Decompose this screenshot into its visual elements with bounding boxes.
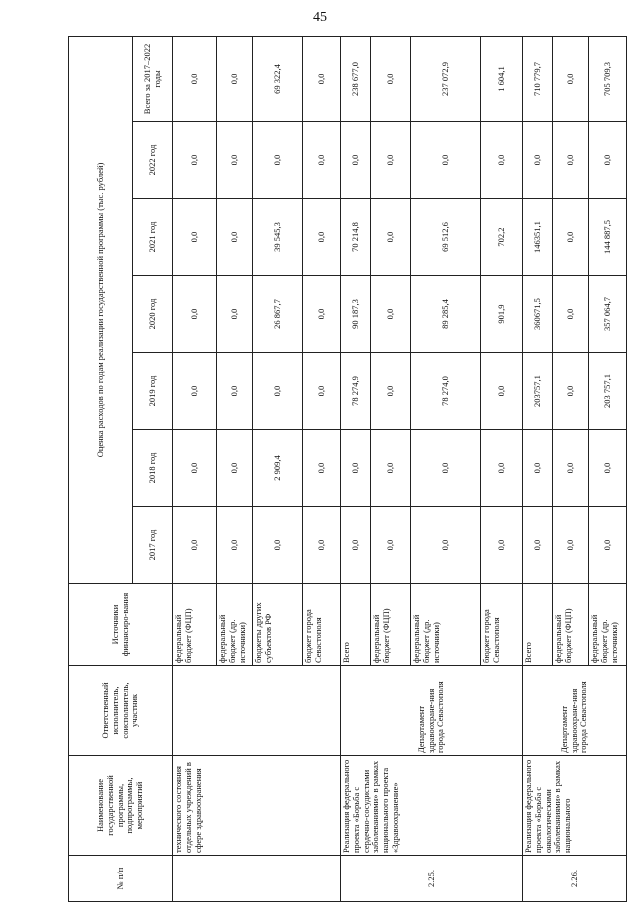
total-value: 705 709,3 xyxy=(589,36,627,121)
header-estimate: Оценка расходов по годам реализации государственной программы (тыс. рублей) xyxy=(69,36,133,583)
year-value: 0,0 xyxy=(553,430,589,507)
rotated-table-frame xyxy=(68,37,619,902)
year-value: 70 214,8 xyxy=(341,199,371,276)
total-value: 69 322,4 xyxy=(253,36,303,121)
year-value: 0,0 xyxy=(217,122,253,199)
year-value: 0,0 xyxy=(589,430,627,507)
year-value: 0,0 xyxy=(173,353,217,430)
year-value: 0,0 xyxy=(411,122,481,199)
funding-source: бюджет города Севастополя xyxy=(303,584,341,666)
year-value: 0,0 xyxy=(553,199,589,276)
year-value: 0,0 xyxy=(371,276,411,353)
table-row xyxy=(173,36,217,901)
year-value: 144 887,5 xyxy=(589,199,627,276)
header-total: Всего за 2017–2022 годы xyxy=(133,36,173,121)
year-value: 39 545,3 xyxy=(253,199,303,276)
table-viewport xyxy=(68,37,619,902)
year-value: 0,0 xyxy=(553,276,589,353)
table-row xyxy=(523,36,553,901)
year-value: 0,0 xyxy=(173,276,217,353)
year-value: 0,0 xyxy=(303,430,341,507)
year-value: 89 285,4 xyxy=(411,276,481,353)
year-value: 0,0 xyxy=(303,199,341,276)
year-value: 0,0 xyxy=(371,353,411,430)
year-value: 0,0 xyxy=(589,122,627,199)
funding-source: Всего xyxy=(341,584,371,666)
responsible-executor: Департамент здравоохране-ния города Севастополя xyxy=(523,666,627,756)
year-value: 0,0 xyxy=(253,122,303,199)
year-value: 0,0 xyxy=(303,353,341,430)
year-value: 78 274,9 xyxy=(341,353,371,430)
year-value: 26 867,7 xyxy=(253,276,303,353)
year-value: 0,0 xyxy=(553,507,589,584)
row-number: 2.25. xyxy=(341,856,523,902)
header-year: 2017 год xyxy=(133,507,173,584)
funding-source: бюджеты других субъектов РФ xyxy=(253,584,303,666)
year-value: 146351,1 xyxy=(523,199,553,276)
funding-source: федеральный бюджет (ФЦП) xyxy=(173,584,217,666)
year-value: 357 064,7 xyxy=(589,276,627,353)
year-value: 0,0 xyxy=(173,430,217,507)
total-value: 710 779,7 xyxy=(523,36,553,121)
budget-table xyxy=(68,36,627,902)
measure-name: Реализация федерального проекта «Борьба с онкологическими заболеваниями» в рамках национального xyxy=(523,756,627,856)
year-value: 0,0 xyxy=(371,122,411,199)
year-value: 702,2 xyxy=(481,199,523,276)
header-num: № п/п xyxy=(69,856,173,902)
year-value: 69 512,6 xyxy=(411,199,481,276)
year-value: 0,0 xyxy=(173,199,217,276)
year-value: 0,0 xyxy=(341,507,371,584)
header-name: Наименование государственной программы, подпрограммы, мероприятий xyxy=(69,756,173,856)
header-executor: Ответственный исполнитель, соисполнитель, участник xyxy=(69,666,173,756)
table-body xyxy=(173,36,627,901)
header-year: 2018 год xyxy=(133,430,173,507)
total-value: 1 604,1 xyxy=(481,36,523,121)
year-value: 0,0 xyxy=(341,430,371,507)
year-value: 0,0 xyxy=(371,430,411,507)
header-year: 2022 год xyxy=(133,122,173,199)
year-value: 78 274,0 xyxy=(411,353,481,430)
funding-source: федеральный бюджет (ФЦП) xyxy=(371,584,411,666)
responsible-executor xyxy=(173,666,341,756)
year-value: 0,0 xyxy=(173,122,217,199)
year-value: 0,0 xyxy=(341,122,371,199)
year-value: 0,0 xyxy=(303,507,341,584)
page-number: 45 xyxy=(313,10,327,25)
year-value: 203 757,1 xyxy=(589,353,627,430)
total-value: 0,0 xyxy=(217,36,253,121)
year-value: 0,0 xyxy=(523,507,553,584)
table-row xyxy=(341,36,371,901)
year-value: 0,0 xyxy=(173,507,217,584)
year-value: 0,0 xyxy=(217,199,253,276)
year-value: 2 909,4 xyxy=(253,430,303,507)
year-value: 0,0 xyxy=(253,507,303,584)
year-value: 0,0 xyxy=(481,122,523,199)
year-value: 0,0 xyxy=(371,507,411,584)
total-value: 0,0 xyxy=(553,36,589,121)
total-value: 0,0 xyxy=(173,36,217,121)
year-value: 0,0 xyxy=(411,507,481,584)
year-value: 90 187,3 xyxy=(341,276,371,353)
funding-source: федеральный бюджет (др. источники) xyxy=(589,584,627,666)
year-value: 0,0 xyxy=(481,353,523,430)
year-value: 901,9 xyxy=(481,276,523,353)
header-year: 2019 год xyxy=(133,353,173,430)
funding-source: бюджет города Севастополя xyxy=(481,584,523,666)
year-value: 0,0 xyxy=(553,122,589,199)
funding-source: федеральный бюджет (др. источники) xyxy=(217,584,253,666)
header-row xyxy=(69,36,133,901)
measure-name: Реализация федерального проекта «Борьба с сердечно-сосудистыми заболеваниями» в рамках национального проекта «Здравоохранение» xyxy=(341,756,523,856)
row-number xyxy=(173,856,341,902)
total-value: 0,0 xyxy=(303,36,341,121)
year-value: 0,0 xyxy=(411,430,481,507)
year-value: 0,0 xyxy=(217,353,253,430)
header-source: Источники финансиро-вания xyxy=(69,584,173,666)
measure-name: технического состояния отдельных учреждений в сфере здравоохранения xyxy=(173,756,341,856)
funding-source: федеральный бюджет (ФЦП) xyxy=(553,584,589,666)
year-value: 0,0 xyxy=(303,122,341,199)
total-value: 0,0 xyxy=(371,36,411,121)
year-value: 0,0 xyxy=(217,507,253,584)
row-number: 2.26. xyxy=(523,856,627,902)
year-value: 0,0 xyxy=(523,430,553,507)
funding-source: Всего xyxy=(523,584,553,666)
year-value: 360671,5 xyxy=(523,276,553,353)
total-value: 238 677,0 xyxy=(341,36,371,121)
total-value: 237 072,9 xyxy=(411,36,481,121)
year-value: 0,0 xyxy=(217,276,253,353)
responsible-executor: Департамент здравоохране-ния города Севастополя xyxy=(341,666,523,756)
year-value: 0,0 xyxy=(371,199,411,276)
header-year: 2021 год xyxy=(133,199,173,276)
year-value: 0,0 xyxy=(217,430,253,507)
year-value: 0,0 xyxy=(303,276,341,353)
year-value: 0,0 xyxy=(481,430,523,507)
year-value: 0,0 xyxy=(553,353,589,430)
header-year: 2020 год xyxy=(133,276,173,353)
year-value: 0,0 xyxy=(481,507,523,584)
year-value: 0,0 xyxy=(253,353,303,430)
year-value: 203757,1 xyxy=(523,353,553,430)
year-value: 0,0 xyxy=(523,122,553,199)
year-value: 0,0 xyxy=(589,507,627,584)
funding-source: федеральный бюджет (др. источники) xyxy=(411,584,481,666)
